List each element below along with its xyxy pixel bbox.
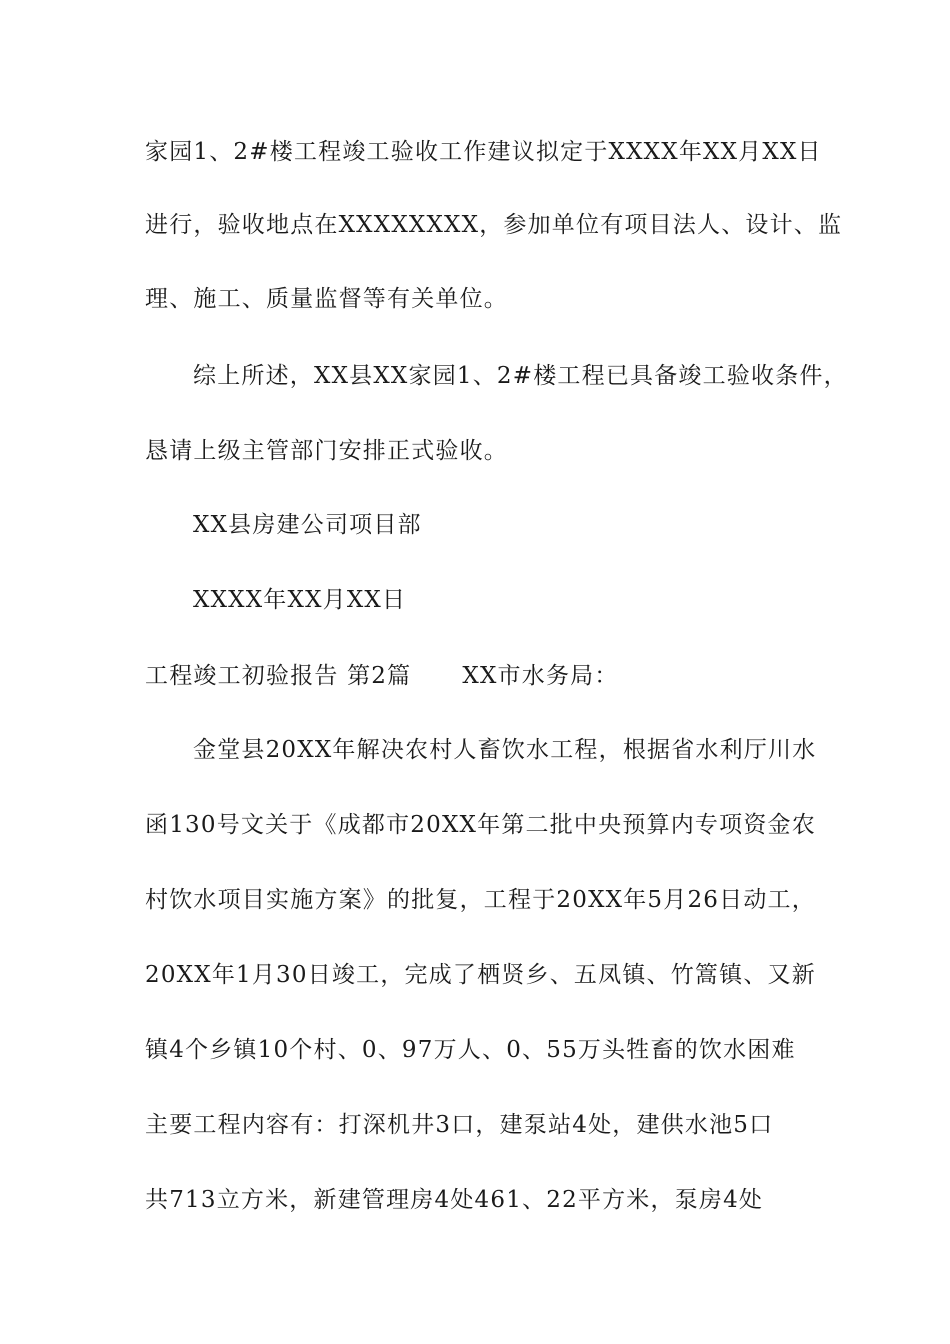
text-line: 主要工程内容有：打深机井3口，建泵站4处，建供水池5口: [145, 1112, 774, 1138]
text-line: 20XX年1月30日竣工，完成了栖贤乡、五凤镇、竹篙镇、又新: [145, 962, 816, 988]
text-line: 家园1、2#楼工程竣工验收工作建议拟定于XXXX年XX月XX日: [145, 139, 822, 165]
text-line: 金堂县20XX年解决农村人畜饮水工程，根据省水利厅川水: [193, 737, 817, 763]
text-line: 共713立方米，新建管理房4处461、22平方米，泵房4处: [145, 1187, 764, 1213]
text-line: 进行，验收地点在XXXXXXXX，参加单位有项目法人、设计、监: [145, 212, 843, 238]
signature-organization: XX县房建公司项目部: [193, 512, 422, 538]
text-line: 镇4个乡镇10个村、0、97万人、0、55万头牲畜的饮水困难: [145, 1037, 796, 1063]
signature-date: XXXX年XX月XX日: [193, 587, 407, 613]
text-line: 综上所述，XX县XX家园1、2#楼工程已具备竣工验收条件，: [193, 363, 848, 389]
text-line: 恳请上级主管部门安排正式验收。: [145, 438, 508, 464]
text-line: 村饮水项目实施方案》的批复，工程于20XX年5月26日动工，: [145, 887, 816, 913]
text-line: 理、施工、质量监督等有关单位。: [145, 286, 508, 312]
text-line: 函130号文关于《成都市20XX年第二批中央预算内专项资金农: [145, 812, 816, 838]
section-heading: 工程竣工初验报告 第2篇 XX市水务局：: [145, 663, 619, 689]
